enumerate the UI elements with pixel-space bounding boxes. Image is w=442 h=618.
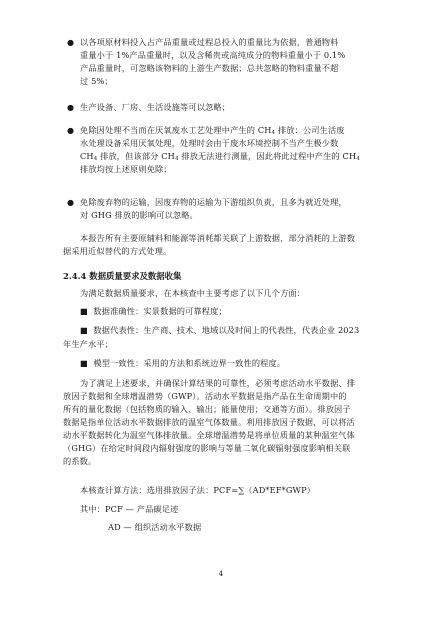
definition-ad <box>108 521 201 534</box>
text-line: 为满足数据质量要求，在本核查中主要考虑了以下几个方面： <box>80 288 306 298</box>
text-line: 本报告所有主要原辅料和能源等消耗都关联了上游数据，部分消耗的上游数 <box>80 233 356 243</box>
text-line: 数据代表性：生产商、技术、地域以及时间上的代表性，代表企业 2023 <box>93 325 360 335</box>
bullet-marker: ● <box>67 126 75 135</box>
text-line: （GHG）在给定时间段内辐射强度的影响与等量二氧化碳辐射强度影响相关联 <box>63 443 351 453</box>
text-line: 为了满足上述要求，并确保计算结果的可靠性，必须考虑活动水平数据、排 <box>80 378 356 388</box>
text-line: 年生产水平； <box>63 339 114 349</box>
page-number: 4 <box>218 570 224 578</box>
bullet-marker: ● <box>67 38 75 47</box>
definition-pcf <box>80 503 178 516</box>
quality-item-representativeness-continuation <box>63 338 113 351</box>
text-line: 免除因处理不当而在厌氧废水工艺处理中产生的 $CH_4$ 排放：公司生活废 <box>80 125 345 136</box>
text-line: 数据是指单位活动水平数据排放的温室气体数量。利用排放因子数据，可以将活 <box>63 417 355 427</box>
bullet-marker: ● <box>67 103 75 112</box>
text-line: 产品重量时，可忽略该物料的上游生产数据；总共忽略的物料重量不超 <box>80 63 339 73</box>
text-line: 其中：PCF — 产品碳足迹 <box>80 504 179 514</box>
bullet-item-facilities <box>67 101 231 114</box>
text-line: 数据准确性：实景数据的可靠程度； <box>93 306 227 316</box>
text-line: 对 GHG 排放的影响可以忽略。 <box>80 210 198 220</box>
text-line: 据采用近似替代的方式处理。 <box>63 246 172 256</box>
text-line: 水处理设备采用厌氧处理，处理时会由于废水环境控制不当产生极少数 <box>80 138 339 148</box>
method-paragraph <box>80 377 355 390</box>
square-marker: ■ <box>80 306 88 316</box>
text-line: 本核查计算方法：选用排放因子法：PCF=∑（AD*EF*GWP） <box>80 485 316 495</box>
text-line: 所有的量化数据（包括物质的输入、输出；能量使用；交通等方面）。排放因子 <box>63 404 351 414</box>
square-marker: ■ <box>80 358 88 368</box>
quality-item-representativeness <box>80 324 359 337</box>
summary-paragraph-continuation <box>63 245 171 258</box>
text-line: 排放均按上述原则免除； <box>80 164 172 174</box>
text-line: 重量小于 1%产品重量时，以及含稀贵或高纯成分的物料重量小于 0.1% <box>80 50 346 60</box>
text-line: 生产设备、厂房、生活设施等可以忽略； <box>80 102 231 112</box>
bullet-item-waste-transport <box>67 196 347 222</box>
bullet-marker: ● <box>67 198 75 207</box>
bullet-item-material-cutoff <box>67 36 346 88</box>
quality-item-consistency <box>80 357 285 370</box>
text-line: 以各项原材料投入占产品重量或过程总投入的重量比为依据，普通物料 <box>80 37 339 47</box>
bullet-item-anaerobic-ch4 <box>67 124 360 176</box>
text-line: 的系数。 <box>63 456 97 466</box>
text-line: 放因子数据和全球增温潜势（GWP）。活动水平数据是指产品在生命周期中的 <box>63 391 347 401</box>
text-line: 模型一致性：采用的方法和系统边界一致性的程度。 <box>93 358 286 368</box>
method-paragraph-continuation <box>63 390 355 468</box>
text-line: 动水平数据转化为温室气体排放量。全球增温潜势是将单位质量的某种温室气体 <box>63 430 355 440</box>
formula-line <box>80 484 315 497</box>
quality-intro <box>80 287 305 300</box>
summary-paragraph <box>80 232 355 245</box>
quality-item-accuracy <box>80 305 227 318</box>
section-heading: 2.4.4 数据质量要求及数据收集 <box>63 271 182 281</box>
square-marker: ■ <box>80 325 88 335</box>
text-line: AD — 组织活动水平数据 <box>108 522 202 532</box>
text-line: 过 5%； <box>80 76 113 86</box>
text-line: $CH_4$ 排放，但该部分 $CH_4$ 排放无法进行测量，因此将此过程中产生的 $CH_4$ <box>80 151 360 162</box>
text-line: 免除废弃物的运输，因废弃物的运输为下游组织负责，且多为就近处理， <box>80 197 347 207</box>
